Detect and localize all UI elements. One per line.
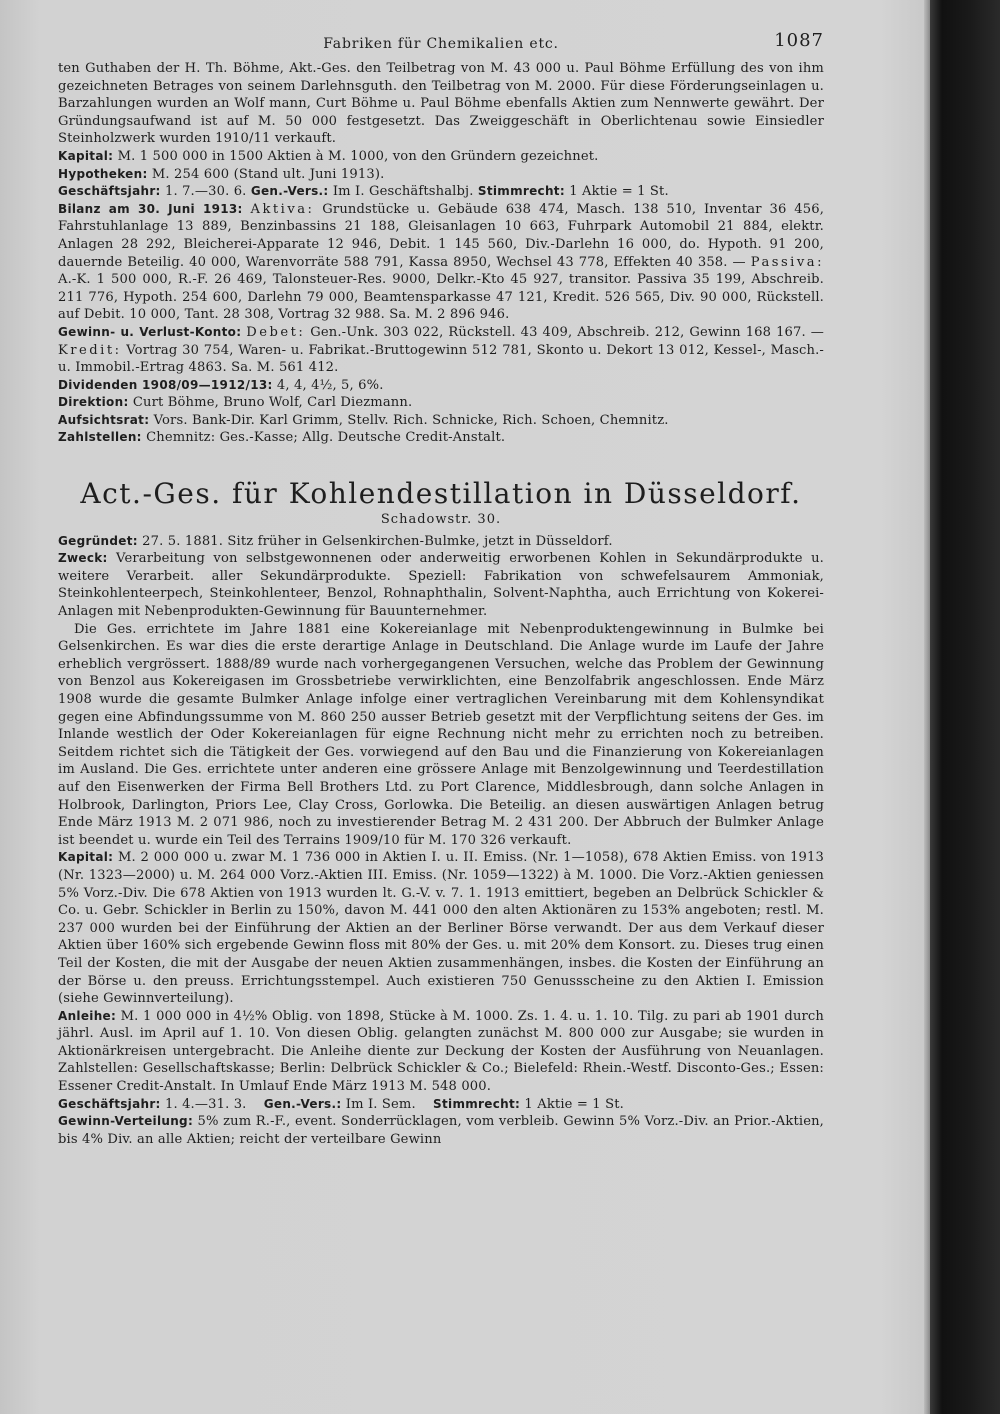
history-paragraph: Die Ges. errichtete im Jahre 1881 eine Kokereianlage mit Nebenproduktengewinnung in Bulmke bei Gelsenkirchen. Es war dies die erste derartige Anlage in Deutschland. Die Anlage wurde im Laufe der Jahre erheblich vergrössert. 1888/89 wurde nach vorhergegangenen Versuchen, welche das Problem der Gewinnung von Benzol aus Kokereigasen im Grossbetriebe verwirklichten, eine Benzolfabrik angeschlossen. Ende März 1908 wurde die gesamte Bulmker Anlage infolge einer vertraglichen Vereinbarung mit dem Kohlensyndikat gegen eine Abfindungssumme von M. 860 250 ausser Betrieb gesetzt mit der Verpflichtung seitens der Ges. im Inlande westlich der Oder Kokereianlagen für eigne Rechnung nicht mehr zu errichten noch zu betreiben. Seitdem richtet sich die Tätigkeit der Ges. vorwiegend auf den Bau und die Finanzierung von Kokereianlagen im Ausland. Die Ges. errichtete unter anderen eine grössere Anlage mit Benzolgewinnung und Teerdestillation auf den Eisenwerken der Firma Bell Brothers Ltd. zu Port Clarence, Middlesbrough, dann solche Anlagen in Holbrook, Darlington, Priors Lee, Clay Cross, Gorlowka. Die Beteilig. an diesen auswärtigen Anlagen betrug Ende März 1913 M. 2 071 986, noch zu investierender Betrag M. 2 431 200. Der Abbruch der Bulmker Anlage ist beendet u. wurde ein Teil des Terrains 1909/10 für M. 170 326 verkauft. [58,621,824,848]
guv-label: Gewinn- u. Verlust-Konto: [58,324,242,339]
zweck-label: Zweck: [58,551,108,566]
hypotheken-text: M. 254 600 (Stand ult. Juni 1913). [151,166,385,182]
company-kapital-label: Kapital: [58,850,114,865]
zahlstellen-text: Chemnitz: Ges.-Kasse; Allg. Deutsche Credit-Anstalt. [146,430,506,446]
guv-text: Gen.-Unk. 303 022, Rückstell. 43 409, Abschreib. 212, Gewinn 168 167. — [310,324,824,340]
company-geschaeftsjahr-text: 1. 4.—31. 3. [164,1096,247,1112]
company-entry [58,533,824,1149]
intro-paragraph: ten Guthaben der H. Th. Böhme, Akt.-Ges. den Teilbetrag von M. 43 000 u. Paul Böhme Erfüllung des von ihm gezeichneten Betrages von seinem Darlehnsguth. den Teilbetrag von M. 2000. Für diese Förderungseinlagen u. Barzahlungen wurden an Wolf mann, Curt Böhme u. Paul Böhme ebenfalls Aktien zum Nennwerte gewährt. Der Gründungsaufwand ist auf M. 50 000 festgesetzt. Das Zweiggeschäft in Oberlichtenau sowie Einsiedler Steinholzwerk wurden 1910/11 verkauft. [58,61,824,147]
company-title: Act.-Ges. für Kohlendestillation in Düsseldorf. [80,477,802,511]
previous-company-entry [58,60,824,447]
aufsichtsrat-text: Vors. Bank-Dir. Karl Grimm, Stellv. Rich. Schnicke, Rich. Schoen, Chemnitz. [153,412,669,428]
zweck-text: Verarbeitung von selbstgewonnenen oder anderweitig erworbenen Kohlen in Sekundärprodukte u. weitere Verarbeit. aller Sekundärprodukte. Speziell: Fabrikation von schwefelsaurem Ammoniak, Steinkohlenteerpech, Steinkohlenteer, Benzol, Rohnaphthalin, Solvent-Naphtha, auch Errichtung von Kokerei-Anlagen mit Nebenprodukten-Gewinnung für Bauunternehmer. [58,551,824,620]
company-genvers-text: Im I. Sem. [345,1096,416,1112]
anleihe-label: Anleihe: [58,1008,117,1023]
page-number: 1087 [774,30,824,51]
bilanz-paragraph [58,201,824,324]
bilanz-text: Grundstücke u. Gebäude 638 474, Masch. 138 510, Inventar 36 456, Fahrstuhlanlage 13 889, Benzinbassins 21 188, Gleisanlagen 10 663, Fuhrpark Automobil 21 884, elektr. Anlagen 28 292, Bleicherei-Apparate 12 946, Debit. 1 145 560, Div.-Darlehn 16 000, do. Hypoth. 91 200, dauernde Beteilig. 40 000, Warenvorräte 588 791, Kassa 8950, Wechsel 43 778, Effekten 40 358. — [58,201,825,270]
direktion-label: Direktion: [58,395,129,410]
stimmrecht-text: 1 Aktie = 1 St. [569,184,669,200]
gewinnverteilung-text: 5% zum R.-F., event. Sonderrücklagen, vom verbleib. Gewinn 5% Vorz.-Div. an Prior.-Aktien, bis 4% Div. an alle Aktien; reicht der verteilbare Gewinn [58,1114,824,1147]
book-binding-edge [930,0,1000,1414]
gegruendet-line [58,533,824,551]
guv-paragraph [58,324,824,377]
genvers-label: Gen.-Vers.: [250,184,329,199]
kapital-label: Kapital: [58,148,114,163]
direktion-line [58,394,824,412]
page-content [58,30,824,1148]
passiva-label: Passiva: [750,254,824,270]
company-geschaeftsjahr-label: Geschäftsjahr: [58,1096,161,1111]
gegruendet-label: Gegründet: [58,533,138,548]
passiva-text: A.-K. 1 500 000, R.-F. 26 469, Talonsteuer-Res. 9000, Delkr.-Kto 45 927, transitor. Passiva 35 199, Abschreib. 211 776, Hypoth. 254 600, Darlehn 79 000, Beamtensparkasse 47 121, Kredit. 526 565, Div. 90 000, Rückstell. auf Debit. 10 000, Tant. 28 308, Vortrag 32 988. Sa. M. 2 896 946. [58,272,824,323]
zweck-paragraph [58,550,824,620]
geschaeftsjahr-line [58,183,824,201]
direktion-text: Curt Böhme, Bruno Wolf, Carl Diezmann. [132,395,413,411]
dividenden-label: Dividenden 1908/09—1912/13: [58,377,273,392]
kredit-label: Kredit: [58,342,122,358]
company-genvers-label: Gen.-Vers.: [263,1096,342,1111]
running-title: Fabriken für Chemikalien etc. [323,36,559,52]
genvers-text: Im I. Geschäftshalbj. [332,184,474,200]
company-address: Schadowstr. 30. [380,512,502,528]
company-geschaeftsjahr-line [58,1096,824,1114]
dividenden-line [58,377,824,395]
stimmrecht-label: Stimmrecht: [477,184,565,199]
gewinnverteilung-label: Gewinn-Verteilung: [58,1114,194,1129]
company-stimmrecht-label: Stimmrecht: [433,1096,521,1111]
kapital-line [58,148,824,166]
aktiva-label: Aktiva: [250,201,315,217]
debet-label: Debet: [246,324,306,340]
dividenden-text: 4, 4, 4½, 5, 6%. [276,377,384,393]
gewinnverteilung-paragraph [58,1113,824,1148]
kapital-text: M. 1 500 000 in 1500 Aktien à M. 1000, von den Gründern gezeichnet. [117,148,599,164]
geschaeftsjahr-label: Geschäftsjahr: [58,184,161,199]
running-head [58,30,824,60]
hypotheken-line [58,166,824,184]
hypotheken-label: Hypotheken: [58,166,148,181]
zahlstellen-label: Zahlstellen: [58,430,142,445]
kredit-text: Vortrag 30 754, Waren- u. Fabrikat.-Bruttogewinn 512 781, Skonto u. Dekort 13 012, Kessel-, Masch.- u. Immobil.-Ertrag 4863. Sa. M. 561 412. [58,342,825,376]
geschaeftsjahr-text: 1. 7.—30. 6. [164,184,247,200]
anleihe-paragraph [58,1008,824,1096]
anleihe-text: M. 1 000 000 in 4½% Oblig. von 1898, Stücke à M. 1000. Zs. 1. 4. u. 1. 10. Tilg. zu pari ab 1901 durch jährl. Ausl. im April auf 1. 10. Von diesen Oblig. gelangten zunächst M. 800 000 zur Ausgabe; sie wurden in Aktionärkreisen untergebracht. Die Anleihe diente zur Deckung der Kosten der Ausführung von Neuanlagen. Zahlstellen: Gesellschaftskasse; Berlin: Delbrück Schickler & Co.; Bielefeld: Rhein.-Westf. Disconto-Ges.; Essen: Essener Credit-Anstalt. In Umlauf Ende März 1913 M. 548 000. [58,1008,824,1095]
bilanz-label: Bilanz am 30. Juni 1913: [58,201,243,216]
aufsichtsrat-label: Aufsichtsrat: [58,412,150,427]
company-kapital-text: M. 2 000 000 u. zwar M. 1 736 000 in Aktien I. u. II. Emiss. (Nr. 1—1058), 678 Aktien Emiss. von 1913 (Nr. 1323—2000) u. M. 264 000 Vorz.-Aktien III. Emiss. (Nr. 1059—1322) à M. 1000. Die Vorz.-Aktien geniessen 5% Vorz.-Div. Die 678 Aktien von 1913 wurden lt. G.-V. v. 7. 1. 1913 emittiert, begeben an Delbrück Schickler & Co. u. Gebr. Schickler in Berlin zu 150%, davon M. 441 000 den alten Aktionären zu 153% angeboten; restl. M. 237 000 wurden bei der Einführung der Aktien an der Berliner Börse verwandt. Der aus dem Verkauf dieser Aktien über 160% sich ergebende Gewinn floss mit 80% der Ges. u. mit 20% dem Konsort. zu. Dieses trug einen Teil der Kosten, die mit der Ausgabe der neuen Aktien zusammenhängen, insbes. die Kosten der Einführung an der Börse u. den preuss. Errichtungsstempel. Auch existieren 750 Genussscheine zu den Aktien I. Emission (siehe Gewinnverteilung). [58,850,825,1007]
aufsichtsrat-line [58,412,824,430]
zahlstellen-line [58,429,824,447]
company-kapital-paragraph [58,849,824,1007]
gegruendet-text: 27. 5. 1881. Sitz früher in Gelsenkirchen-Bulmke, jetzt in Düsseldorf. [142,533,613,549]
company-stimmrecht-text: 1 Aktie = 1 St. [524,1096,624,1112]
